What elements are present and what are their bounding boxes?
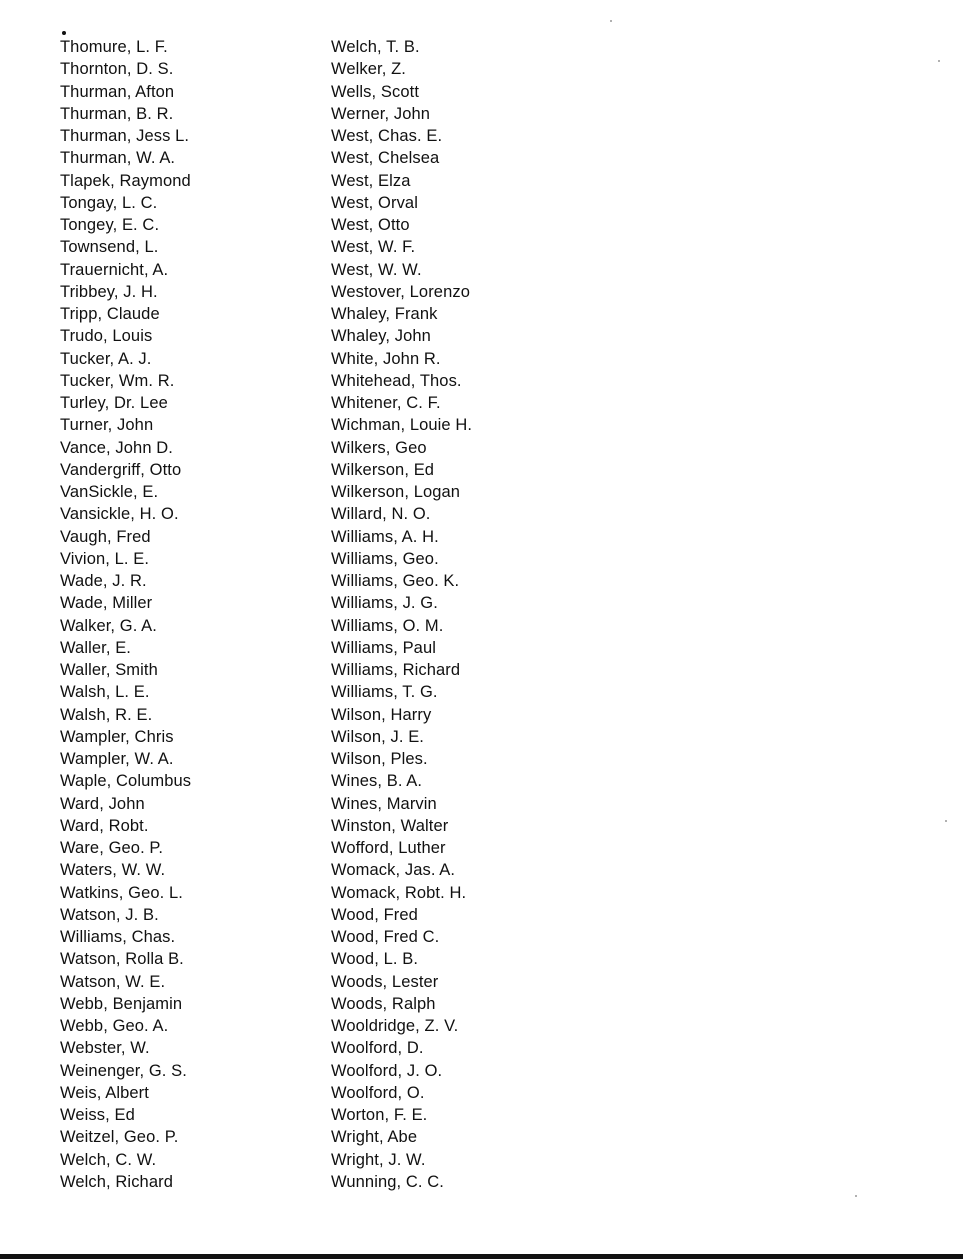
name-entry: Wofford, Luther — [331, 839, 446, 857]
name-entry: Trudo, Louis — [60, 327, 153, 346]
name-entry: Walsh, R. E. — [60, 705, 153, 724]
name-entry: West, Otto — [331, 216, 410, 234]
name-entry: Wampler, Chris — [60, 727, 174, 746]
name-entry: Watson, Rolla B. — [60, 950, 184, 969]
name-entry: Wichman, Louie H. — [331, 416, 473, 435]
name-entry: Waller, E. — [60, 638, 131, 657]
name-entry: Weis, Albert — [60, 1083, 149, 1102]
name-entry: Wilson, Harry — [331, 705, 432, 724]
name-entry: Vivion, L. E. — [60, 549, 150, 568]
scan-speck — [945, 820, 947, 822]
name-entry: Ware, Geo. P. — [60, 839, 164, 857]
name-entry: Wells, Scott — [331, 82, 420, 101]
name-entry: West, W. F. — [331, 238, 416, 257]
name-entry: Welker, Z. — [331, 60, 406, 79]
name-entry: Wines, B. A. — [331, 772, 423, 791]
name-entry: West, Chelsea — [331, 149, 440, 168]
name-entry: West, Orval — [331, 193, 418, 212]
name-entry: Werner, John — [331, 104, 431, 123]
name-entry: Woolford, O. — [331, 1083, 425, 1102]
name-entry: Williams, Chas. — [60, 928, 176, 946]
scan-speck — [938, 60, 940, 62]
name-entry: Whitehead, Thos. — [331, 371, 462, 390]
name-entry: Turner, John — [60, 416, 154, 435]
name-entry: Williams, Paul — [331, 638, 437, 657]
name-entry: Vance, John D. — [60, 438, 173, 457]
name-entry: White, John R. — [331, 349, 441, 368]
name-entry: Wooldridge, Z. V. — [331, 1017, 459, 1035]
name-entry: Waters, W. W. — [60, 861, 166, 880]
name-entry: Woolford, J. O. — [331, 1061, 443, 1080]
name-entry: Wilkers, Geo — [331, 438, 427, 457]
name-entry: Wunning, C. C. — [331, 1172, 444, 1191]
name-entry: Wood, L. B. — [331, 950, 419, 969]
name-entry: Wilkerson, Logan — [331, 483, 461, 501]
name-entry: Vansickle, H. O. — [60, 505, 179, 524]
name-entry: Woolford, D. — [331, 1039, 424, 1058]
name-entry: Westover, Lorenzo — [331, 282, 470, 301]
scan-speck — [855, 1195, 857, 1197]
name-entry: Weitzel, Geo. P. — [60, 1128, 179, 1147]
name-entry: Wright, Abe — [331, 1128, 418, 1147]
name-entry: Worton, F. E. — [331, 1106, 428, 1124]
name-entry: Williams, T. G. — [331, 683, 438, 702]
name-entry: Ward, John — [60, 794, 145, 813]
name-entry: Winston, Walter — [331, 816, 449, 835]
bullet-mark — [62, 31, 66, 35]
name-entry: Vandergriff, Otto — [60, 460, 182, 479]
name-entry: Thurman, B. R. — [60, 104, 174, 123]
name-entry: West, W. W. — [331, 260, 422, 279]
name-entry: Thornton, D. S. — [60, 60, 174, 79]
name-entry: Watson, J. B. — [60, 905, 159, 924]
name-entry: Townsend, L. — [60, 238, 159, 257]
name-entry: Wilkerson, Ed — [331, 460, 435, 479]
name-entry: Waller, Smith — [60, 661, 158, 679]
name-entry: Whaley, Frank — [331, 305, 438, 323]
name-entry: Womack, Jas. A. — [331, 861, 456, 880]
name-entry: Tucker, Wm. R. — [60, 371, 175, 390]
name-entry: Welch, T. B. — [331, 38, 420, 56]
name-entry: Tongey, E. C. — [60, 216, 160, 234]
name-entry: Ward, Robt. — [60, 816, 149, 835]
name-entry: Webster, W. — [60, 1039, 150, 1058]
name-list-left — [60, 36, 191, 1193]
name-entry: Wade, Miller — [60, 594, 153, 613]
name-entry: Watkins, Geo. L. — [60, 883, 183, 902]
name-entry: Wade, J. R. — [60, 572, 147, 590]
name-entry: Tribbey, J. H. — [60, 282, 158, 301]
name-entry: Wilson, J. E. — [331, 727, 424, 746]
name-entry: Watson, W. E. — [60, 972, 166, 991]
name-entry: Tripp, Claude — [60, 305, 160, 323]
name-entry: VanSickle, E. — [60, 483, 159, 501]
name-entry: Tlapek, Raymond — [60, 171, 191, 190]
name-entry: Willard, N. O. — [331, 505, 431, 524]
name-entry: Whaley, John — [331, 327, 431, 346]
page-bottom-edge — [0, 1254, 963, 1259]
name-entry: Whitener, C. F. — [331, 394, 441, 412]
name-entry: Thurman, Jess L. — [60, 127, 190, 145]
name-entry: Tongay, L. C. — [60, 193, 158, 212]
name-entry: Walsh, L. E. — [60, 683, 150, 702]
name-entry: West, Elza — [331, 171, 411, 190]
name-entry: Williams, Geo. K. — [331, 572, 460, 590]
name-entry: Thomure, L. F. — [60, 38, 168, 56]
name-entry: Williams, Richard — [331, 661, 461, 679]
name-entry: Womack, Robt. H. — [331, 883, 467, 902]
name-list-right — [331, 36, 472, 1193]
name-entry: Webb, Benjamin — [60, 994, 183, 1013]
name-entry: Wood, Fred — [331, 905, 418, 924]
name-entry: Wilson, Ples. — [331, 750, 428, 768]
name-entry: Wright, J. W. — [331, 1150, 426, 1169]
name-entry: Weinenger, G. S. — [60, 1061, 187, 1080]
name-entry: Walker, G. A. — [60, 616, 157, 635]
name-entry: Vaugh, Fred — [60, 527, 151, 546]
name-entry: Welch, Richard — [60, 1172, 173, 1191]
name-entry: Turley, Dr. Lee — [60, 394, 168, 412]
name-entry: Wood, Fred C. — [331, 928, 440, 946]
name-entry: Trauernicht, A. — [60, 260, 169, 279]
name-entry: Wines, Marvin — [331, 794, 437, 813]
name-entry: Wampler, W. A. — [60, 750, 174, 768]
name-entry: Waple, Columbus — [60, 772, 192, 791]
name-entry: Williams, A. H. — [331, 527, 439, 546]
name-entry: Woods, Lester — [331, 972, 439, 991]
name-entry: Welch, C. W. — [60, 1150, 157, 1169]
name-entry: Williams, Geo. — [331, 549, 439, 568]
name-entry: Webb, Geo. A. — [60, 1017, 169, 1035]
name-entry: Weiss, Ed — [60, 1106, 135, 1124]
name-entry: Tucker, A. J. — [60, 349, 152, 368]
name-entry: Thurman, Afton — [60, 82, 175, 101]
scan-speck — [610, 20, 612, 22]
name-entry: Williams, O. M. — [331, 616, 444, 635]
name-entry: Williams, J. G. — [331, 594, 438, 613]
name-entry: West, Chas. E. — [331, 127, 443, 145]
name-entry: Thurman, W. A. — [60, 149, 176, 168]
name-entry: Woods, Ralph — [331, 994, 436, 1013]
